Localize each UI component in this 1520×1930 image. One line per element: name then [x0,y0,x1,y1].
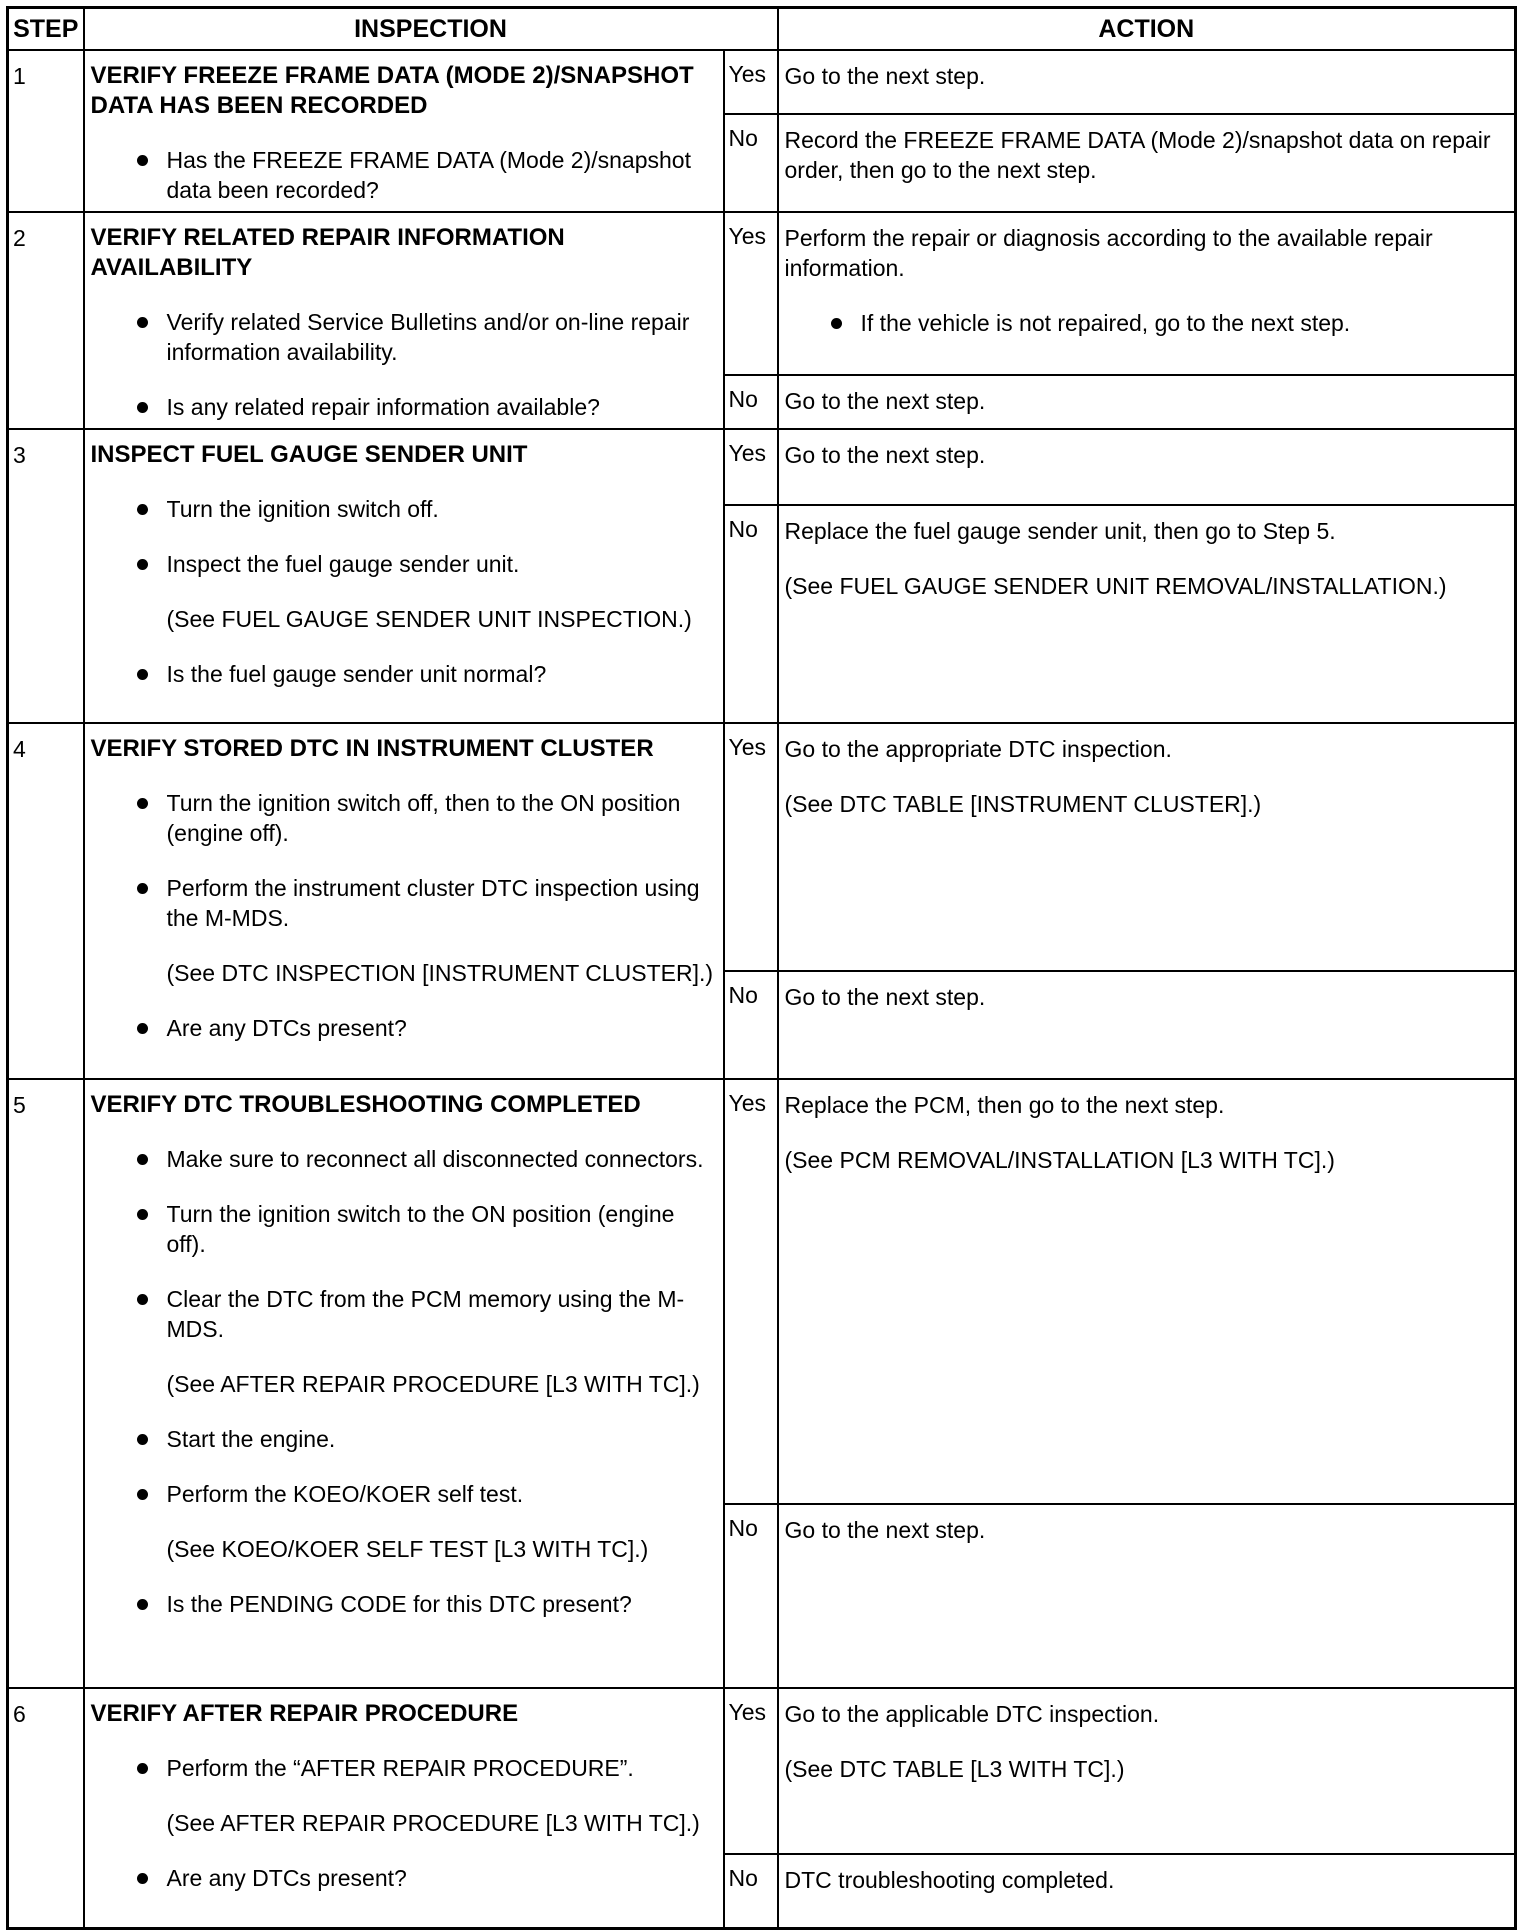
header-action: ACTION [778,8,1516,51]
no-action-text: Record the FREEZE FRAME DATA (Mode 2)/snapshot data on repair order, then go to the next step. [784,127,1491,184]
yes-action-text: (See DTC TABLE [L3 WITH TC].) [784,1756,1125,1782]
yes-action-text: Go to the next step. [784,63,986,89]
step-row-2 [8,212,1516,375]
header-row [8,8,1516,51]
inspection-item: Make sure to reconnect all disconnected connectors. [91,1144,717,1174]
no-action-text: Replace the fuel gauge sender unit, then go to Step 5. [784,518,1336,544]
inspection-cell [84,212,724,429]
inspection-item: Is the fuel gauge sender unit normal? [91,659,717,689]
inspection-reference: (See AFTER REPAIR PROCEDURE [L3 WITH TC].) [166,1810,700,1836]
step-number: 5 [8,1079,84,1688]
no-label: No [724,1854,778,1928]
inspection-item: Turn the ignition switch to the ON position (engine off). [91,1199,717,1259]
yes-action-text: (See DTC TABLE [INSTRUMENT CLUSTER].) [784,791,1262,817]
inspection-list [91,307,717,422]
inspection-item: Is any related repair information available? [91,392,717,422]
yes-action-cell [778,212,1516,375]
no-action-cell [778,971,1516,1079]
step-number: 2 [8,212,84,429]
step-title: VERIFY FREEZE FRAME DATA (MODE 2)/SNAPSHOT DATA HAS BEEN RECORDED [90,62,694,119]
no-action-text: Go to the next step. [784,1517,986,1543]
step-title: VERIFY AFTER REPAIR PROCEDURE [90,1700,519,1727]
yes-label: Yes [724,429,778,505]
yes-label: Yes [724,1079,778,1504]
inspection-cell [84,723,724,1079]
yes-action-text: Perform the repair or diagnosis according to the available repair information. [784,225,1433,281]
inspection-item: Perform the KOEO/KOER self test. [91,1479,717,1509]
yes-label: Yes [724,212,778,375]
step-row-5 [8,1079,1516,1504]
no-label: No [724,114,778,212]
no-action-cell [778,1854,1516,1928]
step-number: 1 [8,50,84,212]
no-action-text: (See FUEL GAUGE SENDER UNIT REMOVAL/INSTALLATION.) [784,573,1447,599]
no-action-cell [778,1504,1516,1688]
inspection-list [91,1753,717,1893]
no-action-cell [778,505,1516,723]
no-action-text: DTC troubleshooting completed. [784,1867,1115,1893]
inspection-reference: (See DTC INSPECTION [INSTRUMENT CLUSTER].) [166,960,714,986]
yes-action-cell [778,1688,1516,1854]
yes-action-text: Go to the next step. [784,442,986,468]
inspection-item: Turn the ignition switch off, then to the ON position (engine off). [91,788,717,848]
step-row-3 [8,429,1516,505]
inspection-list [91,494,717,689]
no-label: No [724,505,778,723]
yes-label: Yes [724,1688,778,1854]
step-title: VERIFY RELATED REPAIR INFORMATION AVAILABILITY [90,224,565,281]
inspection-cell [84,1079,724,1688]
inspection-reference: (See FUEL GAUGE SENDER UNIT INSPECTION.) [166,606,692,632]
yes-action-cell [778,1079,1516,1504]
inspection-item: Clear the DTC from the PCM memory using the M-MDS. [91,1284,717,1344]
inspection-list [91,788,717,1043]
step-title: VERIFY STORED DTC IN INSTRUMENT CLUSTER [90,735,654,762]
inspection-reference: (See KOEO/KOER SELF TEST [L3 WITH TC].) [166,1536,649,1562]
inspection-item: Turn the ignition switch off. [91,494,717,524]
step-title: VERIFY DTC TROUBLESHOOTING COMPLETED [90,1091,641,1118]
yes-label: Yes [724,723,778,971]
inspection-item: Start the engine. [91,1424,717,1454]
inspection-list [91,1144,717,1619]
yes-action-text: Go to the applicable DTC inspection. [784,1701,1160,1727]
yes-action-text: Replace the PCM, then go to the next step. [784,1092,1225,1118]
inspection-item: Perform the “AFTER REPAIR PROCEDURE”. [91,1753,717,1783]
inspection-cell [84,1688,724,1928]
inspection-cell [84,429,724,723]
header-step: STEP [8,8,84,51]
table-body [8,50,1516,1928]
step-row-6 [8,1688,1516,1854]
yes-label: Yes [724,50,778,114]
step-row-1 [8,50,1516,114]
yes-action-text: Go to the appropriate DTC inspection. [784,736,1172,762]
no-action-text: Go to the next step. [784,387,986,414]
step-row-4 [8,723,1516,971]
yes-action-cell [778,429,1516,505]
inspection-item: Inspect the fuel gauge sender unit. [91,549,717,579]
inspection-item: Are any DTCs present? [91,1013,717,1043]
no-action-cell [778,114,1516,212]
inspection-list [91,145,717,205]
yes-action-text: (See PCM REMOVAL/INSTALLATION [L3 WITH TC].) [784,1147,1335,1173]
step-number: 6 [8,1688,84,1928]
step-number: 4 [8,723,84,1079]
inspection-reference: (See AFTER REPAIR PROCEDURE [L3 WITH TC].) [166,1371,700,1397]
inspection-cell [84,50,724,212]
yes-action-cell [778,723,1516,971]
no-action-cell [778,375,1516,429]
yes-action-bullet: If the vehicle is not repaired, go to the next step. [785,308,1509,338]
inspection-item: Has the FREEZE FRAME DATA (Mode 2)/snapshot data been recorded? [91,145,717,205]
no-label: No [724,375,778,429]
inspection-item: Verify related Service Bulletins and/or on-line repair information availability. [91,307,717,367]
no-label: No [724,971,778,1079]
inspection-item: Perform the instrument cluster DTC inspection using the M-MDS. [91,873,717,933]
step-number: 3 [8,429,84,723]
no-label: No [724,1504,778,1688]
yes-action-cell [778,50,1516,114]
inspection-item: Is the PENDING CODE for this DTC present? [91,1589,717,1619]
diagnostic-table [6,6,1517,1930]
header-inspection: INSPECTION [84,8,778,51]
inspection-item: Are any DTCs present? [91,1863,717,1893]
no-action-text: Go to the next step. [784,984,986,1010]
step-title: INSPECT FUEL GAUGE SENDER UNIT [90,441,528,468]
